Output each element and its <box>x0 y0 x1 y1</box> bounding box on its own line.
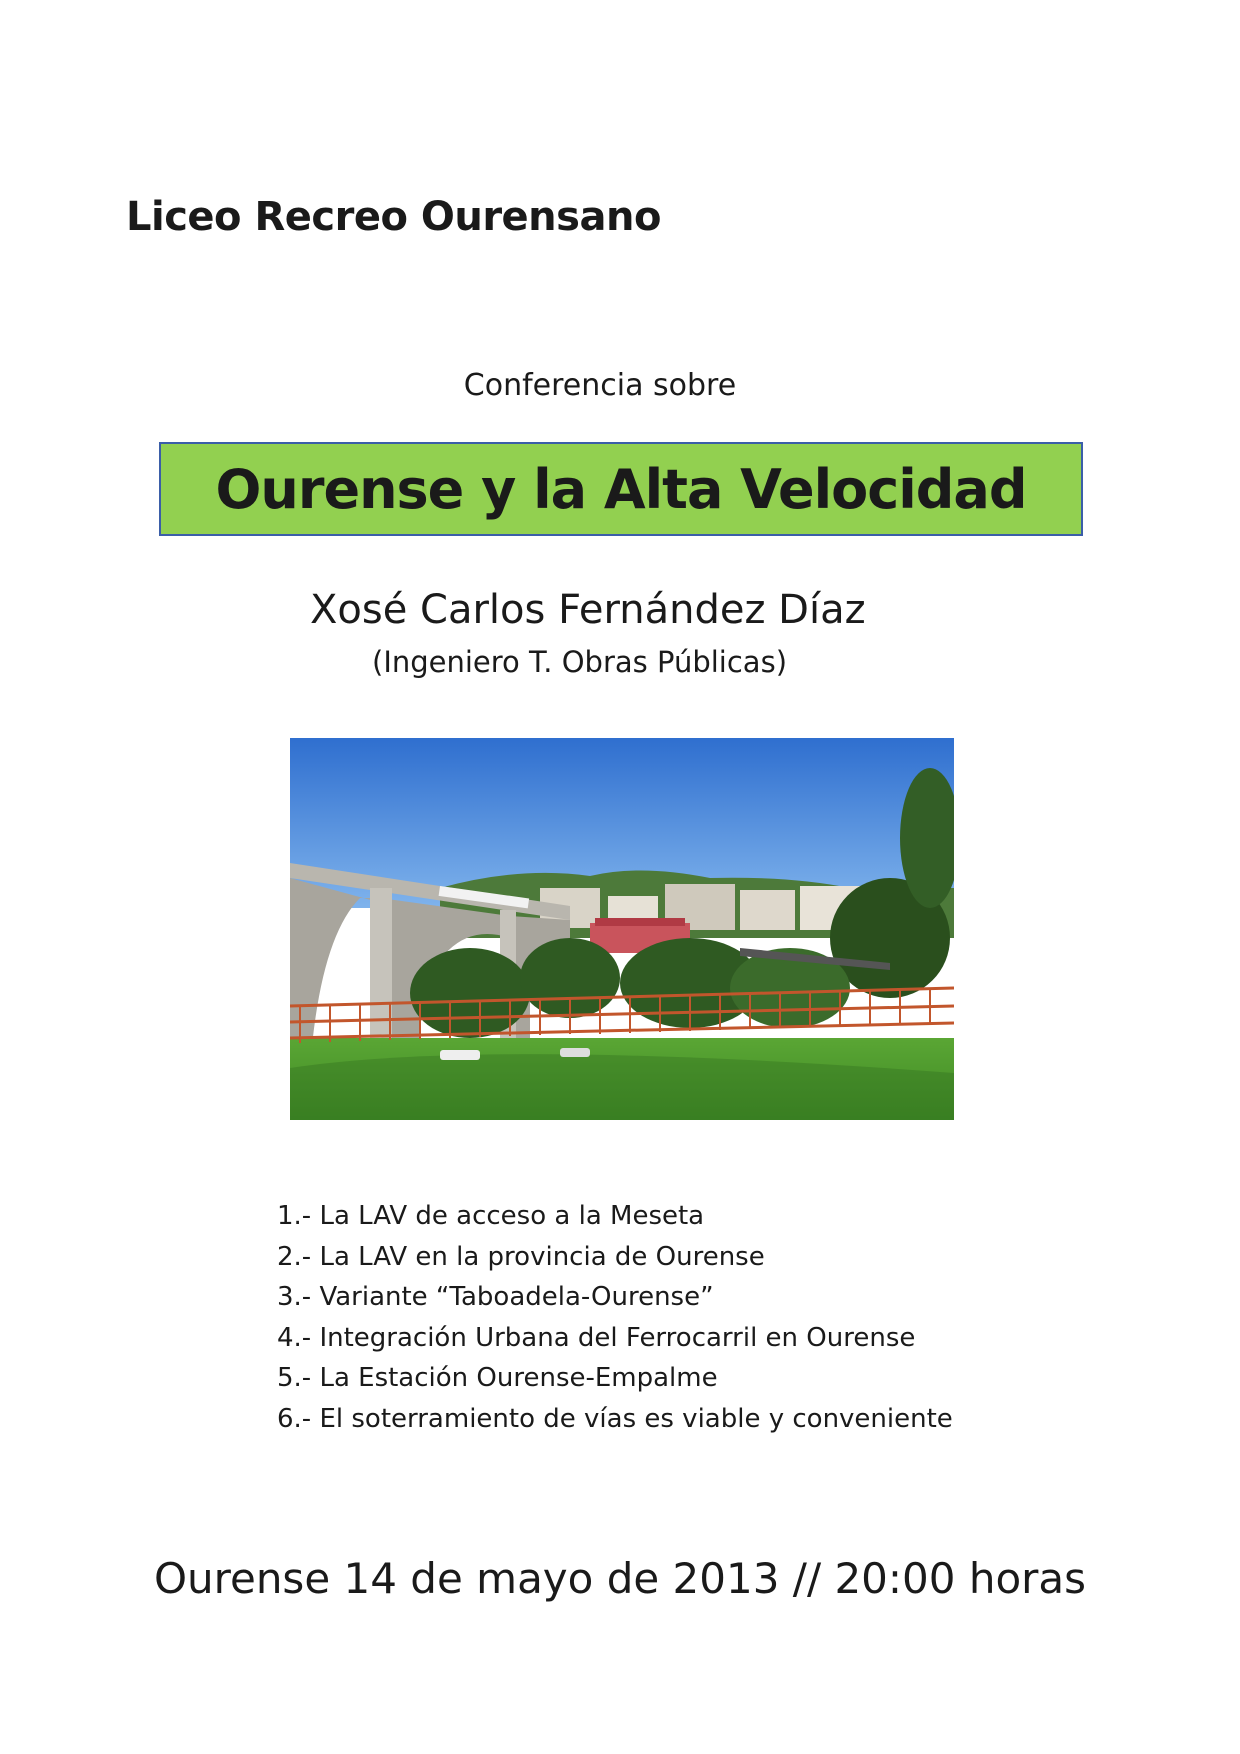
topic-item: 5.- La Estación Ourense-Empalme <box>277 1363 718 1393</box>
topic-item: 3.- Variante “Taboadela-Ourense” <box>277 1282 714 1312</box>
conference-intro: Conferencia sobre <box>463 368 737 403</box>
topic-list <box>277 1196 953 1439</box>
topic-item: 6.- El soterramiento de vías es viable y conveniente <box>277 1403 953 1434</box>
topic-item: 2.- La LAV en la provincia de Ourense <box>277 1241 765 1272</box>
conference-title: Ourense y la Alta Velocidad <box>215 457 1027 521</box>
speaker-role: (Ingeniero T. Obras Públicas) <box>372 645 788 679</box>
viaduct-photo <box>290 738 954 1120</box>
topic-item: 4.- Integración Urbana del Ferrocarril en Ourense <box>277 1322 916 1353</box>
event-date-time: Ourense 14 de mayo de 2013 // 20:00 horas <box>153 1554 1087 1603</box>
speaker-name: Xosé Carlos Fernández Díaz <box>310 587 866 633</box>
topic-item: 1.- La LAV de acceso a la Meseta <box>277 1201 705 1231</box>
organizer-heading: Liceo Recreo Ourensano <box>126 194 661 240</box>
title-banner <box>159 442 1083 536</box>
